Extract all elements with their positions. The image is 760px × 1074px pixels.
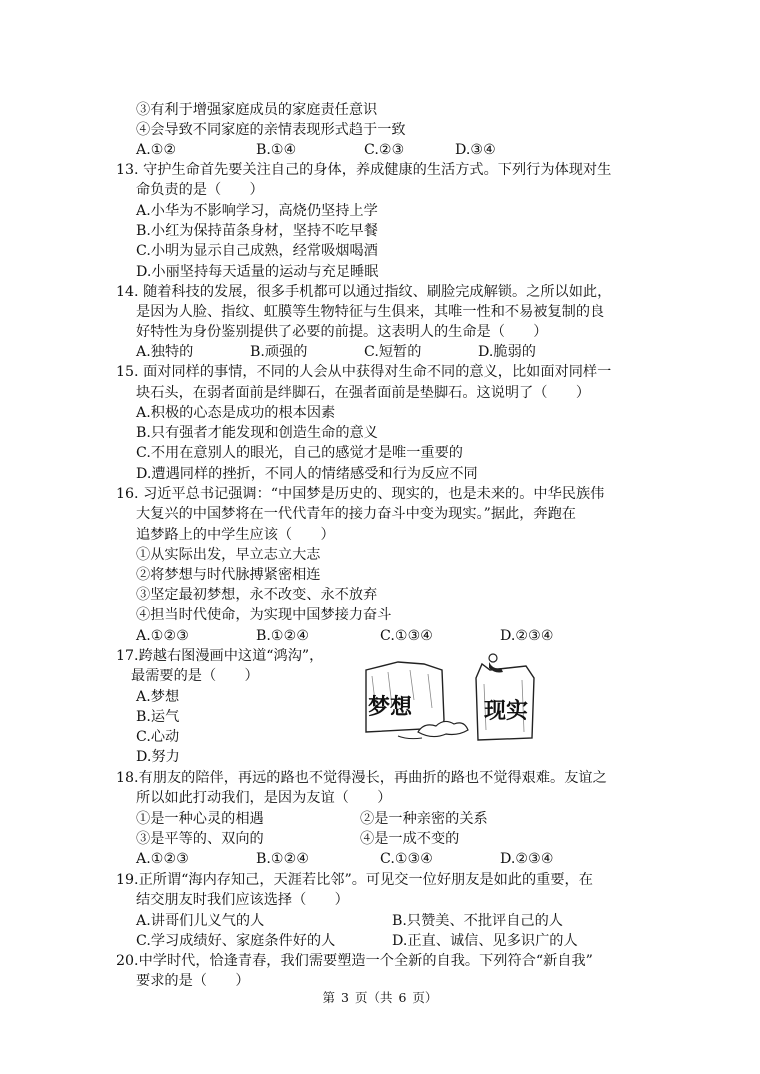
q13-stem-line2: 命负责的是（ ） xyxy=(136,182,264,198)
q15-option-c: C.不用在意别人的眼光，自己的感觉才是唯一重要的 xyxy=(136,445,463,461)
q14-stem-line1: 14. 随着科技的发展，很多手机都可以通过指纹、刷脸完成解锁。之所以如此， xyxy=(116,284,612,300)
q17-option-c: C.心动 xyxy=(136,729,180,745)
q15-stem-line1: 15. 面对同样的事情，不同的人会从中获得对生命不同的意义，比如面对同样一 xyxy=(116,364,612,380)
q14-stem-line3: 好特性为身份鉴别提供了必要的前提。这表明人的生命是（ ） xyxy=(136,324,548,340)
comic-dream-label: 梦想 xyxy=(368,695,413,720)
q13-option-a: A.小华为不影响学习，高烧仍坚持上学 xyxy=(136,203,378,219)
q16-choice-a: A.①②③ xyxy=(136,628,189,644)
q20-stem-line1: 20.中学时代，恰逢青春，我们需要塑造一个全新的自我。下列符合“新自我” xyxy=(116,953,593,969)
prev-choice-a: A.①② xyxy=(136,142,177,158)
q18-choice-c: C.①③④ xyxy=(380,851,434,867)
q15-option-b: B.只有强者才能发现和创造生命的意义 xyxy=(136,425,378,441)
q16-item-2: ②将梦想与时代脉搏紧密相连 xyxy=(136,567,321,583)
prev-option-4: ④会导致不同家庭的亲情表现形式趋于一致 xyxy=(136,122,406,138)
q16-choice-d: D.②③④ xyxy=(500,628,554,644)
q14-choice-d: D.脆弱的 xyxy=(478,344,536,360)
q15-option-a: A.积极的心态是成功的根本因素 xyxy=(136,405,336,421)
prev-choice-d: D.③④ xyxy=(455,142,496,158)
q18-choice-d: D.②③④ xyxy=(500,851,554,867)
prev-choice-b: B.①④ xyxy=(256,142,297,158)
prev-choice-c: C.②③ xyxy=(364,142,405,158)
q16-item-3: ③坚定最初梦想，永不改变、永不放弃 xyxy=(136,587,378,603)
prev-option-3: ③有利于增强家庭成员的家庭责任意识 xyxy=(136,102,378,118)
q18-stem-line2: 所以如此打动我们，是因为友谊（ ） xyxy=(136,790,392,806)
q19-stem-line2: 结交朋友时我们应该选择（ ） xyxy=(136,892,349,908)
footer-suffix: 页） xyxy=(412,990,438,1005)
q16-item-1: ①从实际出发，早立志立大志 xyxy=(136,547,321,563)
q18-item-1: ①是一种心灵的相遇 xyxy=(136,811,264,827)
q17-stem-line2: 最需要的是（ ） xyxy=(131,668,259,684)
q17-stem-line1: 17.跨越右图漫画中这道“鸿沟”， xyxy=(116,648,324,664)
q19-option-b: B.只赞美、不批评自己的人 xyxy=(392,913,563,929)
q18-stem-line1: 18.有朋友的陪伴，再远的路也不觉得漫长，再曲折的路也不觉得艰难。友谊之 xyxy=(116,770,607,786)
q13-option-c: C.小明为显示自己成熟，经常吸烟喝酒 xyxy=(136,243,378,259)
q16-stem-line1: 16. 习近平总书记强调：“中国梦是历史的、现实的，也是未来的。中华民族伟 xyxy=(116,486,605,502)
q15-stem-line2: 块石头，在弱者面前是绊脚石，在强者面前是垫脚石。这说明了（ ） xyxy=(136,385,591,401)
q16-choice-c: C.①③④ xyxy=(380,628,434,644)
q18-choice-a: A.①②③ xyxy=(136,851,189,867)
q18-choice-b: B.①②④ xyxy=(256,851,310,867)
q16-item-4: ④担当时代使命，为实现中国梦接力奋斗 xyxy=(136,607,392,623)
q19-option-c: C.学习成绩好、家庭条件好的人 xyxy=(136,933,336,949)
q16-stem-line3: 追梦路上的中学生应该（ ） xyxy=(136,527,335,543)
q18-item-2: ②是一种亲密的关系 xyxy=(360,811,488,827)
footer-page-number: 3 xyxy=(341,990,349,1005)
page-footer xyxy=(0,988,760,1006)
q13-option-d: D.小丽坚持每天适量的运动与充足睡眠 xyxy=(136,264,379,280)
q13-option-b: B.小红为保持苗条身材，坚持不吃早餐 xyxy=(136,223,378,239)
q17-option-b: B.运气 xyxy=(136,709,180,725)
q18-item-3: ③是平等的、双向的 xyxy=(136,831,264,847)
footer-prefix: 第 xyxy=(322,990,336,1005)
q14-stem-line2: 是因为人脸、指纹、虹膜等生物特征与生俱来，其唯一性和不易被复制的良 xyxy=(136,304,605,320)
q19-option-d: D.正直、诚信、见多识广的人 xyxy=(392,933,578,949)
q19-option-a: A.讲哥们儿义气的人 xyxy=(136,913,265,929)
q17-option-d: D.努力 xyxy=(136,749,180,765)
q16-choice-b: B.①②④ xyxy=(256,628,310,644)
q17-option-a: A.梦想 xyxy=(136,689,180,705)
q20-stem-line2: 要求的是（ ） xyxy=(136,973,250,989)
q15-option-d: D.遭遇同样的挫折，不同人的情绪感受和行为反应不同 xyxy=(136,466,478,482)
footer-mid: 页（共 xyxy=(354,990,393,1005)
q13-stem-line1: 13. 守护生命首先要关注自己的身体，养成健康的生活方式。下列行为体现对生 xyxy=(116,162,612,178)
q14-choice-c: C.短暂的 xyxy=(364,344,422,360)
comic-reality-label: 现实 xyxy=(484,699,529,724)
q19-stem-line1: 19.正所谓“海内存知己，天涯若比邻”。可见交一位好朋友是如此的重要，在 xyxy=(116,872,593,888)
q16-stem-line2: 大复兴的中国梦将在一代代青年的接力奋斗中变为现实。”据此，奔跑在 xyxy=(136,506,576,522)
q14-choice-a: A.独特的 xyxy=(136,344,194,360)
q14-choice-b: B.顽强的 xyxy=(250,344,308,360)
dream-reality-cartoon xyxy=(358,650,538,746)
footer-total-pages: 6 xyxy=(398,990,407,1005)
q18-item-4: ④是一成不变的 xyxy=(360,831,460,847)
